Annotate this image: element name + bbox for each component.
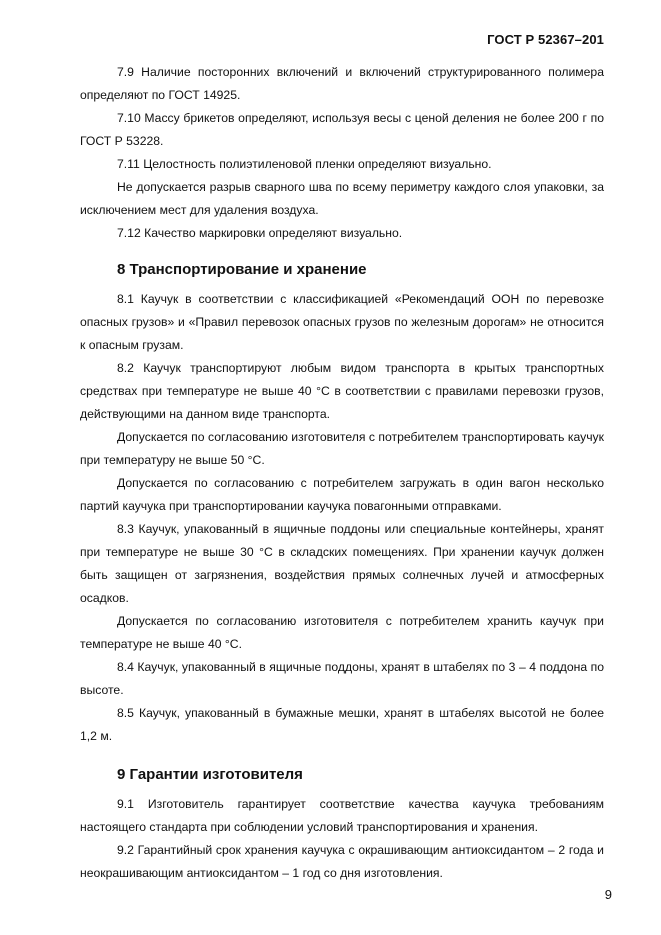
paragraph-7-10: 7.10 Массу брикетов определяют, используя весы с ценой деления не более 200 г по ГОСТ Р 53228. xyxy=(80,111,604,148)
paragraph-7-11: 7.11 Целостность полиэтиленовой пленки определяют визуально. xyxy=(117,157,492,171)
paragraph-8-2-note-1: Допускается по согласованию изготовителя с потребителем транспортировать каучук при температуру не выше 50 °С. xyxy=(80,430,604,467)
paragraph-9-2: 9.2 Гарантийный срок хранения каучука с окрашивающим антиоксидантом – 2 года и неокрашивающим антиоксидантом – 1 год со дня изготовления. xyxy=(80,843,604,880)
paragraph-7-9: 7.9 Наличие посторонних включений и включений структурированного полимера определяют по ГОСТ 14925. xyxy=(80,65,604,102)
page-number: 9 xyxy=(604,887,612,902)
paragraph-8-5: 8.5 Каучук, упакованный в бумажные мешки, хранят в штабелях высотой не более 1,2 м. xyxy=(80,706,604,743)
paragraph-8-4: 8.4 Каучук, упакованный в ящичные поддоны, хранят в штабелях по 3 – 4 поддона по высоте. xyxy=(80,660,604,697)
paragraph-8-3: 8.3 Каучук, упакованный в ящичные поддоны или специальные контейнеры, хранят при температуре не выше 30 °С в складских помещениях. При хранении каучук должен быть защищен от загрязнения, воздействия прямых солнечных лучей и атмосферных осадков. xyxy=(80,522,604,605)
paragraph-7-11-note: Не допускается разрыв сварного шва по всему периметру каждого слоя упаковки, за исключением мест для удаления воздуха. xyxy=(80,180,604,217)
paragraph-8-3-note: Допускается по согласованию изготовителя с потребителем хранить каучук при температуре не выше 40 °С. xyxy=(80,614,604,651)
paragraph-8-1: 8.1 Каучук в соответствии с классификацией «Рекомендаций ООН по перевозке опасных грузов» и «Правил перевозок опасных грузов по железным дорогам» не относится к опасным грузам. xyxy=(80,292,604,352)
paragraph-7-12: 7.12 Качество маркировки определяют визуально. xyxy=(117,226,403,240)
paragraph-9-1: 9.1 Изготовитель гарантирует соответствие качества каучука требованиям настоящего стандарта при соблюдении условий транспортирования и хранения. xyxy=(80,797,604,834)
section-9-heading: 9 Гарантии изготовителя xyxy=(117,766,303,783)
paragraph-8-2-note-2: Допускается по согласованию с потребителем загружать в один вагон несколько партий каучука при транспортировании каучука повагонными отправками. xyxy=(80,476,604,513)
document-body xyxy=(80,61,604,885)
section-8-heading: 8 Транспортирование и хранение xyxy=(117,261,367,278)
document-header: ГОСТ Р 52367–201 xyxy=(487,32,604,47)
paragraph-8-2: 8.2 Каучук транспортируют любым видом транспорта в крытых транспортных средствах при температуре не выше 40 °С в соответствии с правилами перевозки грузов, действующими на данном виде транспорта. xyxy=(80,361,604,421)
